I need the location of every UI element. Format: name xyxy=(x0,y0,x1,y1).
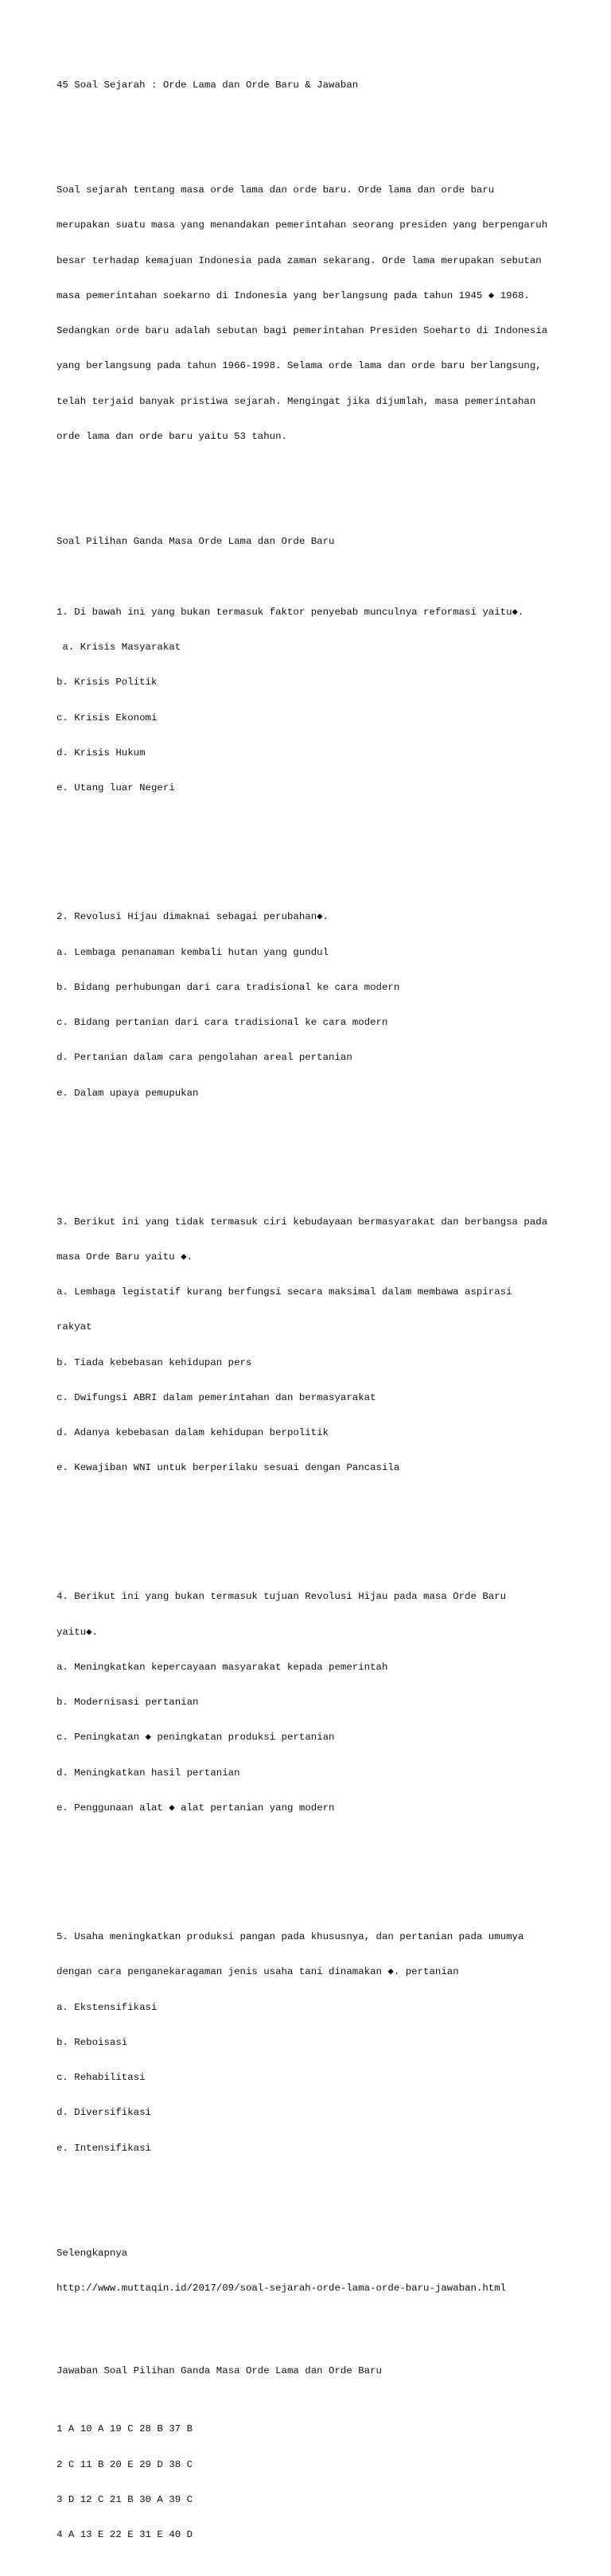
spacer xyxy=(56,114,597,126)
spacer xyxy=(56,1146,597,1158)
answer-option: c. Peningkatan ◆ peningkatan produksi pertanian xyxy=(56,1732,335,1744)
answer-key-row: 1 A 10 A 19 C 28 B 37 B xyxy=(56,2423,193,2435)
answer-option: e. Utang luar Negeri xyxy=(56,782,175,794)
question-text: masa Orde Baru yaitu ◆. xyxy=(56,1251,193,1263)
answer-option: a. Lembaga penanaman kembali hutan yang gundul xyxy=(56,946,329,958)
answer-option: e. Dalam upaya pemupukan xyxy=(56,1087,199,1099)
answers-heading: Jawaban Soal Pilihan Ganda Masa Orde Lama dan Orde Baru xyxy=(56,2365,382,2376)
answer-option: e. Penggunaan alat ◆ alat pertanian yang modern xyxy=(56,1802,335,1814)
answer-option: c. Dwifungsi ABRI dalam pemerintahan dan bermasyarakat xyxy=(56,1391,376,1403)
question-4 xyxy=(56,1568,597,1837)
spacer xyxy=(56,1861,597,1873)
spacer xyxy=(56,2201,597,2213)
answer-key xyxy=(56,2400,597,2565)
answer-option: d. Krisis Hukum xyxy=(56,747,146,758)
intro-line: merupakan suatu masa yang menandakan pemerintahan seorang presiden yang berpengaruh xyxy=(56,219,548,231)
question-2 xyxy=(56,888,597,1123)
answer-option: b. Reboisasi xyxy=(56,2036,128,2048)
question-text: 4. Berikut ini yang bukan termasuk tujuan Revolusi Hijau pada masa Orde Baru xyxy=(56,1591,507,1603)
question-text: 2. Revolusi Hijau dimaknai sebagai perubahan◆. xyxy=(56,911,329,923)
source-link[interactable]: http://www.muttaqin.id/2017/09/soal-sejarah-orde-lama-orde-baru-jawaban.html xyxy=(56,2283,507,2295)
question-3 xyxy=(56,1193,597,1498)
spacer xyxy=(56,1521,597,1533)
answer-key-row: 3 D 12 C 21 B 30 A 39 C xyxy=(56,2493,193,2505)
spacer xyxy=(56,490,597,502)
answer-option: e. Kewajiban WNI untuk berperilaku sesuai dengan Pancasila xyxy=(56,1462,400,1474)
question-text: 5. Usaha meningkatkan produksi pangan pada khususnya, dan pertanian pada umumya xyxy=(56,1931,524,1943)
answer-option: e. Intensifikasi xyxy=(56,2142,151,2154)
answer-option: b. Bidang perhubungan dari cara tradisional ke cara modern xyxy=(56,981,400,993)
intro-line: masa pemerintahan soekarno di Indonesia yang berlangsung pada tahun 1945 ◆ 1968. xyxy=(56,289,530,301)
answer-option: rakyat xyxy=(56,1321,92,1333)
answer-option: d. Diversifikasi xyxy=(56,2107,151,2119)
answer-key-row: 2 C 11 B 20 E 29 D 38 C xyxy=(56,2458,193,2470)
answer-option: c. Bidang pertanian dari cara tradisional ke cara modern xyxy=(56,1017,388,1029)
answer-option: d. Pertanian dalam cara pengolahan areal pertanian xyxy=(56,1052,352,1064)
intro-line: besar terhadap kemajuan Indonesia pada zaman sekarang. Orde lama merupakan sebutan xyxy=(56,254,542,266)
question-text: dengan cara penganekaragaman jenis usaha tani dinamakan ◆. pertanian xyxy=(56,1966,459,1978)
document-page xyxy=(56,56,597,2576)
section-heading: Soal Pilihan Ganda Masa Orde Lama dan Orde Baru xyxy=(56,536,335,548)
answer-option: d. Meningkatkan hasil pertanian xyxy=(56,1767,240,1779)
answer-key-row: 4 A 13 E 22 E 31 E 40 D xyxy=(56,2529,193,2540)
answer-option: b. Modernisasi pertanian xyxy=(56,1697,199,1709)
question-text: 1. Di bawah ini yang bukan termasuk faktor penyebab munculnya reformasi yaitu◆. xyxy=(56,606,524,618)
question-text: yaitu◆. xyxy=(56,1626,99,1638)
answer-option: b. Krisis Politik xyxy=(56,677,158,689)
intro-line: telah terjaid banyak pristiwa sejarah. Mengingat jika dijumlah, masa pemerintahan xyxy=(56,395,536,407)
document-title: 45 Soal Sejarah : Orde Lama dan Orde Baru & Jawaban xyxy=(56,79,359,91)
answer-option: d. Adanya kebebasan dalam kehidupan berpolitik xyxy=(56,1427,329,1439)
answer-option: a. Meningkatkan kepercayaan masyarakat kepada pemerintah xyxy=(56,1661,388,1673)
question-5 xyxy=(56,1908,597,2178)
question-1 xyxy=(56,583,597,817)
intro-line: Sedangkan orde baru adalah sebutan bagi pemerintahan Presiden Soeharto di Indonesia xyxy=(56,325,548,337)
answer-option: b. Tiada kebebasan kehidupan pers xyxy=(56,1356,252,1368)
answer-option: a. Ekstensifikasi xyxy=(56,2001,158,2013)
question-text: 3. Berikut ini yang tidak termasuk ciri kebudayaan bermasyarakat dan berbangsa pada xyxy=(56,1216,548,1228)
answer-option: a. Krisis Masyarakat xyxy=(56,642,181,654)
intro-line: yang berlangsung pada tahun 1966-1998. Selama orde lama dan orde baru berlangsung, xyxy=(56,360,542,372)
spacer xyxy=(56,2318,597,2330)
intro-line: orde lama dan orde baru yaitu 53 tahun. xyxy=(56,430,287,442)
more-label: Selengkapnya xyxy=(56,2248,128,2260)
answer-option: c. Krisis Ekonomi xyxy=(56,712,158,724)
intro-line: Soal sejarah tentang masa orde lama dan orde baru. Orde lama dan orde baru xyxy=(56,184,495,196)
answer-option: c. Rehabilitasi xyxy=(56,2072,146,2084)
answer-option: a. Lembaga legistatif kurang berfungsi secara maksimal dalam membawa aspirasi xyxy=(56,1286,512,1298)
spacer xyxy=(56,841,597,853)
intro-paragraph xyxy=(56,161,597,467)
